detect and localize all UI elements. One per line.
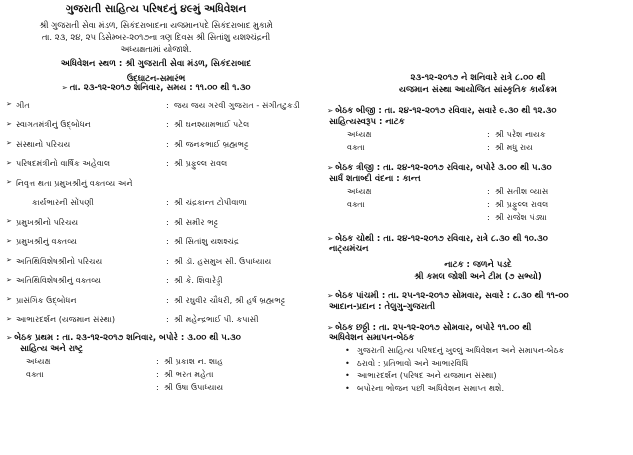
person-row [327, 140, 629, 153]
person-name: શ્રી ઉષા ઉપાધ્યાય [164, 381, 224, 392]
list-item-text: ગુજરાતી સાહિત્ય પરિષદનું ખુલ્લું અધિવેશન અને સમાપન-બેઠક [357, 345, 565, 356]
colon: : [487, 198, 490, 209]
right-column [327, 72, 629, 404]
row-value: શ્રી સમીર ભટ્ટ [174, 216, 219, 227]
cultural-program-line: યજમાન સંસ્થા આયોજિત સાંસ્કૃતિક કાર્યક્રમ [399, 85, 557, 96]
table-row [6, 309, 306, 329]
row-value: શ્રી જનકભાઈ બ્રહ્મભટ્ટ [174, 138, 249, 149]
colon: : [487, 185, 490, 196]
row-value: શ્રી ઘનશ્યામભાઈ પટેલ [174, 119, 250, 130]
list-item-text: આભારદર્શન (પરિષદ અને યજમાન સંસ્થા) [357, 370, 497, 381]
play-performers: શ્રી કમલ જોશી અને ટીમ (૭ સભ્યો) [414, 272, 542, 283]
row-label: પ્રાસંગિક ઉદ્બોધન [16, 294, 77, 305]
intro-line: તા. ૨૩, ૨૪, ૨૫ ડિસેમ્બર-૨૦૧૭ના ત્રણ દિવસ શ્રી સિતાંશુ યશશ્ચંદ્રની [41, 32, 271, 43]
colon: : [156, 368, 159, 379]
row-label: ગીત [16, 99, 30, 110]
intro-paragraph [6, 19, 306, 55]
table-row [6, 270, 306, 290]
session-heading-text: બેઠક પ્રથમ : તા. ૨૩-૧૨-૨૦૧૭ શનિવાર, બપોરે : ૩.૦૦ થી ૫.૩૦ [14, 332, 241, 343]
inauguration-date-text: તા. ૨૩-૧૨-૨૦૧૭ શનિવાર, સમય : ૧૧.૦૦ થી ૧.૩૦ [69, 83, 251, 94]
table-row [6, 173, 306, 193]
session-third [327, 163, 629, 223]
session-heading [327, 234, 629, 245]
session-heading-text: બેઠક ત્રીજી : તા. ૨૪-૧૨-૨૦૧૭ રવિવાર, બપોરે ૩.૦૦ થી ૫.૩૦ [335, 163, 552, 174]
colon: : [166, 255, 169, 266]
colon: : [156, 381, 159, 392]
bullet-dot-icon: • [345, 357, 350, 368]
person-role: વક્તા [26, 368, 44, 379]
row-value: શ્રી મહેન્દ્રભાઈ પી. કપાસી [174, 314, 259, 325]
person-row [327, 198, 629, 211]
left-column [6, 3, 306, 393]
person-row [6, 354, 306, 367]
intro-line: શ્રી ગુજરાતી સેવા મંડળ, સિકંદરાબાદના યજમાનપદે સિકંદરાબાદ મુકામે [39, 20, 273, 31]
intro-line: અધ્યક્ષતામાં યોજાશે. [120, 44, 192, 55]
row-value: શ્રી રઘુવીર ચૌધરી, શ્રી હર્ષ બ્રહ્મભટ્ટ [174, 294, 286, 305]
session-title: સાહિત્યસ્વરૂપ : નાટક [329, 116, 405, 127]
arrow-bullet-icon: ➢ [327, 322, 334, 332]
colon: : [166, 119, 169, 130]
colon: : [166, 294, 169, 305]
table-row [6, 251, 306, 271]
row-value: શ્રી ચંદ્રકાન્ત ટોપીવાળા [174, 197, 247, 208]
person-name: શ્રી પ્રકાશ ન. શાહ [164, 355, 224, 366]
session-heading [327, 291, 629, 302]
list-item [327, 381, 629, 394]
row-label: સંસ્થાનો પરિચય [16, 138, 71, 149]
person-name: શ્રી રાજેશ પંડ્યા [495, 211, 547, 222]
session-heading-text: બેઠક પાંચમી : તા. ૨૫-૧૨-૨૦૧૭ સોમવાર, સવારે : ૮.૩૦ થી ૧૧-૦૦ [335, 291, 569, 302]
person-name: શ્રી મધુ રાય [495, 141, 533, 152]
row-value: જય જય ગરવી ગુજરાત - સંગીતટુકડી [174, 99, 300, 110]
list-item [327, 369, 629, 382]
venue-line: અધિવેશન સ્થળ : શ્રી ગુજરાતી સેવા મંડળ, સિકંદરાબાદ [60, 59, 252, 70]
arrow-bullet-icon: ➢ [6, 119, 12, 128]
row-label: પ્રમુખશ્રીનું વક્તવ્ય [16, 236, 78, 247]
arrow-bullet-icon: ➢ [6, 275, 12, 284]
play-info [327, 259, 629, 284]
row-label: પ્રમુખશ્રીનો પરિચય [16, 216, 79, 227]
session-title: આદાન-પ્રદાન : તેલુગુ-ગુજરાતી [329, 302, 436, 313]
page-title: ગુજરાતી સાહિત્ય પરિષદનું ૪૯મું અધિવેશન [65, 3, 247, 15]
bullet-dot-icon: • [345, 370, 350, 381]
session-sixth [327, 323, 629, 394]
arrow-bullet-icon: ➢ [6, 158, 12, 167]
person-row [6, 367, 306, 380]
row-label: પરિષદમંત્રીનો વાર્ષિક અહેવાલ [16, 158, 111, 169]
colon: : [166, 197, 169, 208]
session-heading-text: બેઠક બીજી : તા. ૨૪-૧૨-૨૦૧૭ રવિવાર, સવારે ૯.૩૦ થી ૧૨.૩૦ [335, 106, 557, 117]
arrow-bullet-icon: ➢ [6, 295, 12, 304]
bullet-dot-icon: • [345, 382, 350, 393]
session-fifth [327, 291, 629, 312]
session-title: નાટ્યમંચન [329, 244, 369, 255]
person-name: શ્રી પ્રફુલ્લ રાવલ [495, 198, 549, 209]
colon: : [166, 99, 169, 110]
arrow-bullet-icon: ➢ [6, 100, 12, 109]
session-second [327, 106, 629, 153]
row-label: નિવૃત્ત થતા પ્રમુખશ્રીનું વક્તવ્ય અને [16, 177, 133, 188]
arrow-bullet-icon: ➢ [6, 256, 12, 265]
table-row [6, 192, 306, 212]
session-heading [327, 323, 629, 334]
person-row [327, 127, 629, 140]
arrow-bullet-icon: ➢ [327, 106, 334, 116]
person-name: શ્રી ભરત મહેતા [164, 368, 214, 379]
table-row [6, 290, 306, 310]
row-value: શ્રી કે. શિવારેડ્ડી [174, 275, 223, 286]
person-role: અધ્યક્ષ [26, 355, 51, 366]
person-role: વક્તા [347, 141, 365, 152]
play-title: નાટક : જળને પડદે [444, 259, 512, 270]
person-role: અધ્યક્ષ [347, 128, 372, 139]
row-value: શ્રી સિતાંશુ યશશ્ચંદ્ર [174, 236, 239, 247]
session-fourth [327, 234, 629, 255]
inauguration-table [6, 95, 306, 329]
cultural-program-heading [327, 72, 629, 96]
colon: : [166, 138, 169, 149]
colon: : [166, 158, 169, 169]
bullet-dot-icon: • [345, 345, 350, 356]
session-title: અધિવેશન સમાપન-બેઠક [329, 333, 415, 344]
inauguration-date [6, 83, 306, 94]
colon: : [166, 314, 169, 325]
row-value: શ્રી પ્રફુલ્લ રાવલ [174, 158, 228, 169]
person-row [327, 185, 629, 198]
session-title: સાહિત્ય અને રાષ્ટ્ર [20, 343, 83, 354]
row-label: અતિથિવિશેષશ્રીનો પરિચય [16, 255, 103, 266]
list-item-text: ઠરાવો : પ્રતિભાવો અને આભારવિધિ [357, 357, 469, 368]
table-row [6, 114, 306, 134]
arrow-bullet-icon: ➢ [327, 233, 334, 243]
table-row [6, 212, 306, 232]
person-row [6, 380, 306, 393]
arrow-bullet-icon: ➢ [61, 83, 68, 93]
row-label: આભારદર્શન (યજમાન સંસ્થા) [16, 314, 116, 325]
table-row [6, 134, 306, 154]
arrow-bullet-icon: ➢ [6, 139, 12, 148]
session-first [6, 333, 306, 393]
cultural-program-line: ૨૩-૧૨-૨૦૧૭ ને શનિવારે રાત્રે ૮.૦૦ થી [410, 73, 546, 83]
colon: : [166, 275, 169, 286]
row-value: શ્રી ડૉ. હસમુખ સી. ઉપાધ્યાય [174, 255, 272, 266]
colon: : [166, 236, 169, 247]
session-title: સાર્ધ શતાબ્દી વંદના : કાન્ત [329, 173, 421, 184]
arrow-bullet-icon: ➢ [327, 163, 334, 173]
arrow-bullet-icon: ➢ [6, 314, 12, 323]
person-role: અધ્યક્ષ [347, 185, 372, 196]
table-row [6, 95, 306, 115]
session-heading [6, 333, 306, 344]
list-item [327, 344, 629, 357]
colon: : [156, 355, 159, 366]
list-item [327, 356, 629, 369]
table-row [6, 231, 306, 251]
person-role: વક્તા [347, 198, 365, 209]
person-name: શ્રી સતીશ વ્યાસ [495, 185, 549, 196]
row-label: કાર્યભારની સોંપણી [32, 197, 94, 208]
colon: : [487, 128, 490, 139]
person-name: શ્રી પરેશ નાયક [495, 128, 546, 139]
session-heading [327, 163, 629, 174]
person-row [327, 211, 629, 224]
session-heading-text: બેઠક છઠ્ઠી : તા. ૨૫-૧૨-૨૦૧૭ સોમવાર, બપોરે ૧૧.૦૦ થી [335, 322, 532, 333]
row-label: અતિથિવિશેષશ્રીનું વક્તવ્ય [16, 275, 102, 286]
arrow-bullet-icon: ➢ [6, 332, 13, 342]
arrow-bullet-icon: ➢ [327, 291, 334, 301]
session-heading-text: બેઠક ચોથી : તા. ૨૪-૧૨-૨૦૧૭ રવિવાર, રાત્રે ૮.૩૦ થી ૧૦.૩૦ [335, 233, 548, 244]
colon: : [166, 216, 169, 227]
inauguration-heading: ઉદ્ઘાટન-સમારંભ [126, 72, 186, 83]
arrow-bullet-icon: ➢ [6, 236, 12, 245]
row-label: સ્વાગતમંત્રીનું ઉદ્બોધન [16, 119, 91, 130]
list-item-text: બપોરના ભોજન પછી અધિવેશન સમાપ્ત થશે. [357, 382, 505, 393]
arrow-bullet-icon: ➢ [6, 178, 12, 187]
colon: : [487, 141, 490, 152]
arrow-bullet-icon: ➢ [6, 217, 12, 226]
table-row [6, 153, 306, 173]
colon: : [487, 211, 490, 222]
session-heading [327, 106, 629, 117]
